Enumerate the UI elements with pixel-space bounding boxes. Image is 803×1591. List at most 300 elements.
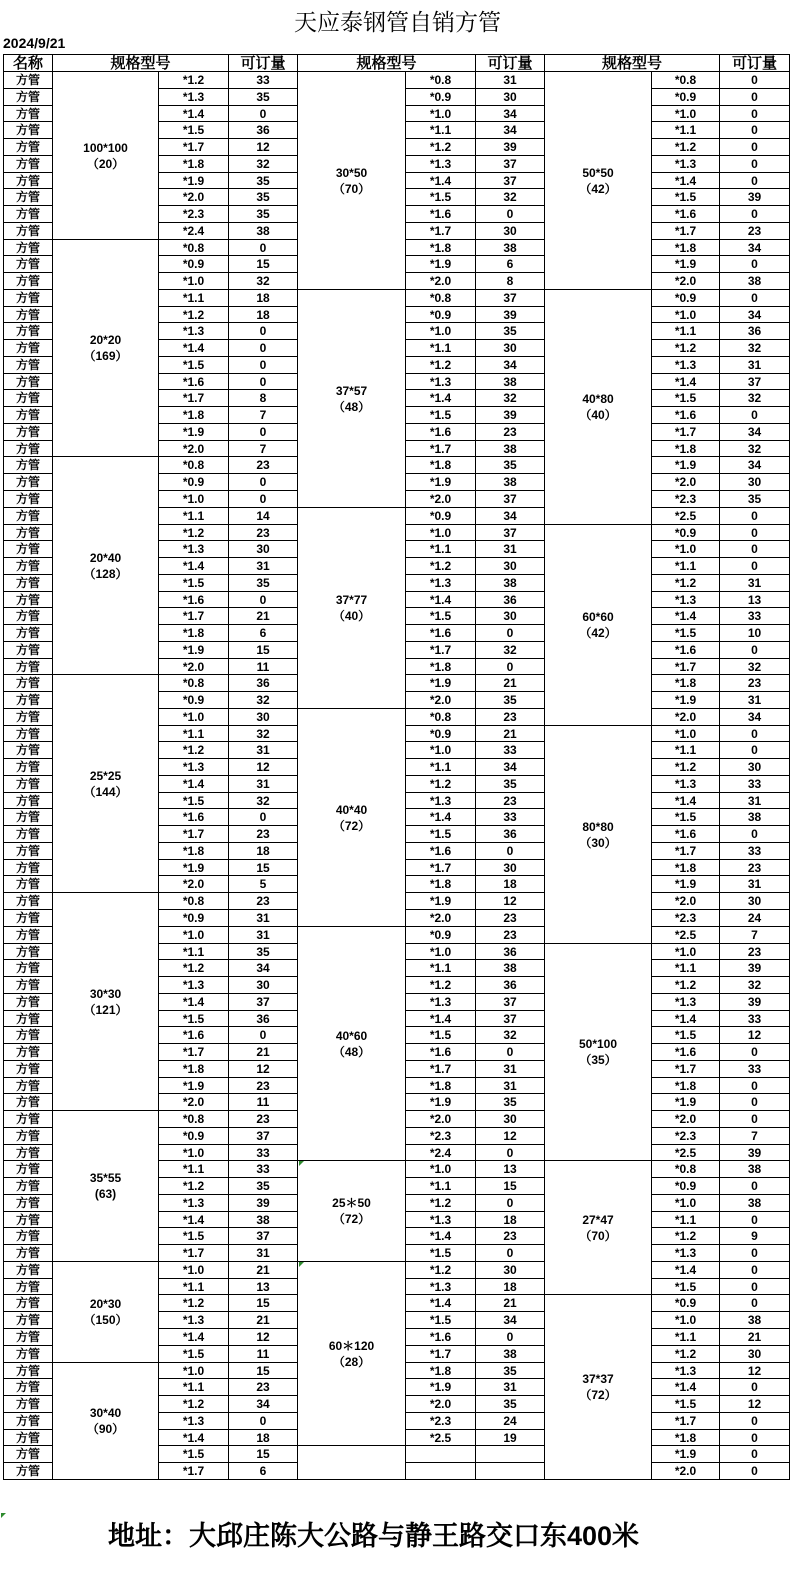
product-name-cell: 方管 (3, 759, 53, 776)
quantity-cell: 36 (229, 675, 298, 692)
quantity-cell: 32 (229, 692, 298, 709)
thickness-cell: *0.8 (159, 1111, 229, 1128)
product-name-cell: 方管 (3, 659, 53, 675)
thickness-cell: *1.4 (652, 374, 720, 390)
quantity-cell: 35 (476, 1094, 545, 1111)
report-date: 2024/9/21 (3, 35, 66, 51)
page-title: 天应泰钢管自销方管 (294, 10, 501, 36)
quantity-cell: 33 (720, 776, 790, 793)
thickness-cell: *1.5 (406, 608, 476, 625)
thickness-cell: *0.8 (159, 893, 229, 910)
quantity-cell: 31 (229, 558, 298, 575)
quantity-cell: 21 (476, 726, 545, 742)
quantity-cell: 15 (229, 1363, 298, 1379)
thickness-cell: *2.0 (652, 709, 720, 726)
product-name-cell: 方管 (3, 72, 53, 89)
thickness-cell: *1.1 (652, 323, 720, 340)
thickness-cell: *1.4 (159, 1430, 229, 1446)
error-indicator-icon (299, 1262, 304, 1267)
thickness-cell: *1.8 (406, 659, 476, 675)
thickness-cell: *1.2 (159, 1178, 229, 1195)
quantity-cell: 32 (476, 1027, 545, 1044)
spec-cell (298, 927, 406, 1161)
quantity-cell: 0 (229, 1413, 298, 1430)
product-name-cell: 方管 (3, 1463, 53, 1480)
product-name-cell: 方管 (3, 1212, 53, 1228)
spec-total: （169） (83, 349, 128, 363)
product-name-cell: 方管 (3, 742, 53, 759)
quantity-cell: 35 (720, 491, 790, 508)
thickness-cell: *0.8 (406, 290, 476, 307)
quantity-cell: 33 (720, 1061, 790, 1078)
thickness-cell: *0.9 (159, 692, 229, 709)
thickness-cell: *1.4 (406, 173, 476, 189)
quantity-cell: 37 (476, 994, 545, 1011)
quantity-cell: 21 (476, 675, 545, 692)
spec-size: 40*80 (582, 392, 614, 406)
thickness-cell: *1.0 (406, 1161, 476, 1178)
thickness-cell: *1.2 (406, 1195, 476, 1212)
quantity-cell: 33 (720, 1011, 790, 1027)
spec-total: （70） (332, 181, 371, 196)
quantity-cell: 38 (476, 575, 545, 592)
quantity-cell: 0 (229, 424, 298, 441)
thickness-cell: *1.5 (652, 1396, 720, 1413)
product-name-cell: 方管 (3, 1329, 53, 1346)
thickness-cell: *1.4 (406, 1011, 476, 1027)
thickness-cell: *0.9 (652, 1295, 720, 1312)
quantity-cell: 9 (720, 1228, 790, 1245)
thickness-cell: *1.0 (159, 1145, 229, 1161)
thickness-cell: *1.7 (652, 223, 720, 240)
product-name-cell: 方管 (3, 390, 53, 407)
product-name-cell: 方管 (3, 106, 53, 122)
thickness-cell: *1.2 (159, 525, 229, 541)
quantity-cell: 37 (229, 994, 298, 1011)
product-name-cell: 方管 (3, 273, 53, 290)
thickness-cell: *1.6 (406, 843, 476, 860)
spec-size: 80*80 (582, 819, 614, 834)
thickness-cell: *2.3 (159, 206, 229, 223)
quantity-cell: 30 (229, 709, 298, 726)
product-name-cell: 方管 (3, 1363, 53, 1379)
quantity-cell: 0 (720, 139, 790, 156)
quantity-cell: 12 (720, 1396, 790, 1413)
quantity-cell: 21 (229, 1044, 298, 1061)
thickness-cell: *1.3 (406, 575, 476, 592)
quantity-cell: 24 (720, 910, 790, 927)
quantity-cell: 13 (720, 592, 790, 608)
quantity-cell: 31 (229, 1245, 298, 1262)
thickness-cell: *1.6 (406, 1044, 476, 1061)
thickness-cell: *1.0 (652, 106, 720, 122)
header-spec: 规格型号 (545, 54, 720, 72)
thickness-cell: *1.9 (652, 256, 720, 273)
quantity-cell: 30 (720, 893, 790, 910)
quantity-cell: 38 (476, 1346, 545, 1363)
thickness-cell: *1.3 (406, 1212, 476, 1228)
quantity-cell: 0 (720, 1111, 790, 1128)
quantity-cell: 21 (229, 1312, 298, 1329)
quantity-cell: 15 (476, 1178, 545, 1195)
quantity-cell: 23 (229, 1379, 298, 1396)
quantity-cell: 23 (229, 525, 298, 541)
quantity-cell: 30 (476, 223, 545, 240)
spec-total: （28） (332, 1354, 371, 1369)
quantity-cell: 33 (229, 1161, 298, 1178)
thickness-cell: *1.1 (406, 1178, 476, 1195)
quantity-cell: 23 (229, 893, 298, 910)
thickness-cell: *1.7 (406, 1061, 476, 1078)
quantity-cell: 0 (229, 374, 298, 390)
thickness-cell: *1.7 (406, 441, 476, 457)
thickness-cell: *1.7 (159, 139, 229, 156)
quantity-cell: 15 (229, 1295, 298, 1312)
quantity-cell: 24 (476, 1413, 545, 1430)
thickness-cell: *2.0 (159, 1094, 229, 1111)
thickness-cell: *1.1 (159, 944, 229, 960)
thickness-cell: *1.2 (652, 340, 720, 357)
thickness-cell: *1.6 (159, 1027, 229, 1044)
thickness-cell: *1.8 (652, 1430, 720, 1446)
product-name-cell: 方管 (3, 860, 53, 876)
quantity-cell: 38 (476, 374, 545, 390)
quantity-cell: 30 (229, 977, 298, 994)
header-qty: 可订量 (720, 54, 790, 72)
quantity-cell: 8 (229, 390, 298, 407)
product-name-cell: 方管 (3, 1027, 53, 1044)
product-name-cell: 方管 (3, 1195, 53, 1212)
thickness-cell: *0.8 (159, 240, 229, 256)
product-name-cell: 方管 (3, 189, 53, 206)
thickness-cell: *1.2 (406, 977, 476, 994)
thickness-cell: *1.3 (159, 759, 229, 776)
thickness-cell: *1.0 (652, 1312, 720, 1329)
product-name-cell: 方管 (3, 307, 53, 323)
product-name-cell: 方管 (3, 290, 53, 307)
thickness-cell: *1.2 (652, 1346, 720, 1363)
product-name-cell: 方管 (3, 558, 53, 575)
thickness-cell: *1.7 (406, 1346, 476, 1363)
quantity-cell: 38 (229, 223, 298, 240)
spec-total: （72） (332, 1212, 371, 1226)
product-name-cell: 方管 (3, 525, 53, 541)
spec-size: 30*30 (89, 986, 122, 1001)
thickness-cell: *1.3 (159, 1312, 229, 1329)
quantity-cell: 34 (476, 106, 545, 122)
thickness-cell: *1.4 (406, 1228, 476, 1245)
thickness-cell: *1.3 (652, 357, 720, 374)
quantity-cell: 38 (229, 1212, 298, 1228)
quantity-cell: 31 (720, 357, 790, 374)
thickness-cell: *1.3 (652, 994, 720, 1011)
thickness-cell: *0.9 (406, 508, 476, 525)
quantity-cell: 35 (229, 944, 298, 960)
thickness-cell: *1.2 (159, 1295, 229, 1312)
product-name-cell: 方管 (3, 776, 53, 793)
quantity-cell: 38 (476, 240, 545, 256)
thickness-cell: *1.4 (406, 592, 476, 608)
thickness-cell: *1.5 (406, 1027, 476, 1044)
quantity-cell: 34 (476, 508, 545, 525)
quantity-cell: 18 (229, 307, 298, 323)
thickness-cell: *2.0 (406, 910, 476, 927)
spec-cell (298, 1161, 406, 1262)
quantity-cell: 0 (229, 240, 298, 256)
quantity-cell (476, 1463, 545, 1480)
quantity-cell: 0 (476, 1245, 545, 1262)
quantity-cell: 35 (476, 776, 545, 793)
quantity-cell: 0 (720, 89, 790, 106)
quantity-cell: 5 (229, 876, 298, 893)
spec-size: 60*60 (582, 610, 614, 624)
quantity-cell: 0 (229, 491, 298, 508)
product-name-cell: 方管 (3, 826, 53, 843)
thickness-cell: *2.0 (159, 441, 229, 457)
thickness-cell: *2.0 (652, 1111, 720, 1128)
thickness-cell (406, 1446, 476, 1463)
thickness-cell: *1.1 (406, 541, 476, 558)
thickness-cell: *1.3 (406, 374, 476, 390)
spec-cell (298, 72, 406, 290)
product-name-cell: 方管 (3, 1430, 53, 1446)
product-name-cell: 方管 (3, 960, 53, 977)
quantity-cell: 30 (476, 558, 545, 575)
quantity-cell: 7 (720, 927, 790, 944)
quantity-cell: 0 (720, 1044, 790, 1061)
quantity-cell: 37 (476, 525, 545, 541)
spec-cell (53, 1262, 159, 1363)
product-name-cell: 方管 (3, 592, 53, 608)
quantity-cell: 36 (229, 1011, 298, 1027)
header-name: 名称 (3, 54, 53, 72)
quantity-cell: 31 (476, 1379, 545, 1396)
product-name-cell: 方管 (3, 994, 53, 1011)
thickness-cell: *1.6 (652, 642, 720, 659)
product-name-cell: 方管 (3, 910, 53, 927)
thickness-cell: *1.2 (652, 1228, 720, 1245)
quantity-cell: 31 (229, 742, 298, 759)
thickness-cell: *1.9 (652, 692, 720, 709)
quantity-cell: 8 (476, 273, 545, 290)
spec-total: （42） (579, 181, 617, 196)
thickness-cell: *1.2 (652, 759, 720, 776)
quantity-cell: 21 (229, 608, 298, 625)
thickness-cell: *1.4 (159, 1212, 229, 1228)
quantity-cell: 12 (476, 1128, 545, 1145)
quantity-cell: 38 (720, 273, 790, 290)
thickness-cell: *1.4 (652, 1262, 720, 1279)
thickness-cell: *2.0 (652, 273, 720, 290)
product-name-cell: 方管 (3, 709, 53, 726)
thickness-cell: *1.3 (406, 1279, 476, 1295)
quantity-cell: 0 (720, 1413, 790, 1430)
thickness-cell: *1.3 (159, 1195, 229, 1212)
quantity-cell: 12 (229, 759, 298, 776)
thickness-cell: *1.9 (652, 876, 720, 893)
product-name-cell: 方管 (3, 893, 53, 910)
quantity-cell: 0 (476, 1044, 545, 1061)
quantity-cell: 0 (720, 1279, 790, 1295)
quantity-cell: 32 (229, 726, 298, 742)
thickness-cell: *1.8 (159, 156, 229, 173)
quantity-cell: 23 (476, 709, 545, 726)
quantity-cell: 31 (229, 776, 298, 793)
thickness-cell: *1.3 (159, 323, 229, 340)
quantity-cell: 7 (229, 441, 298, 457)
thickness-cell: *1.3 (652, 1245, 720, 1262)
spec-size: 37*37 (582, 1372, 614, 1386)
thickness-cell: *2.0 (406, 692, 476, 709)
thickness-cell: *1.3 (652, 156, 720, 173)
spec-size: 20*20 (89, 333, 122, 347)
thickness-cell: *1.4 (406, 809, 476, 826)
thickness-cell: *1.7 (159, 1463, 229, 1480)
thickness-cell: *1.4 (652, 793, 720, 809)
thickness-cell: *1.4 (406, 1295, 476, 1312)
quantity-cell (476, 1446, 545, 1463)
thickness-cell: *2.5 (652, 927, 720, 944)
thickness-cell: *1.5 (159, 1346, 229, 1363)
product-name-cell: 方管 (3, 457, 53, 474)
thickness-cell: *2.0 (159, 659, 229, 675)
spec-size: 20*30 (89, 1297, 122, 1311)
quantity-cell: 13 (229, 1279, 298, 1295)
product-name-cell: 方管 (3, 726, 53, 742)
quantity-cell: 23 (720, 860, 790, 876)
product-name-cell: 方管 (3, 206, 53, 223)
thickness-cell: *0.9 (159, 256, 229, 273)
quantity-cell: 34 (476, 122, 545, 139)
product-name-cell: 方管 (3, 491, 53, 508)
spec-cell (53, 240, 159, 457)
quantity-cell: 0 (720, 525, 790, 541)
thickness-cell: *2.5 (406, 1430, 476, 1446)
thickness-cell: *1.2 (159, 1396, 229, 1413)
thickness-cell: *1.3 (406, 994, 476, 1011)
product-name-cell: 方管 (3, 1111, 53, 1128)
quantity-cell: 35 (476, 1396, 545, 1413)
thickness-cell: *1.5 (159, 1011, 229, 1027)
thickness-cell: *1.7 (652, 1413, 720, 1430)
quantity-cell: 35 (476, 692, 545, 709)
spec-total: （70） (579, 1228, 617, 1243)
quantity-cell: 31 (476, 1078, 545, 1094)
product-name-cell: 方管 (3, 944, 53, 960)
product-name-cell: 方管 (3, 977, 53, 994)
spec-cell (53, 457, 159, 675)
quantity-cell: 0 (720, 541, 790, 558)
quantity-cell: 15 (229, 642, 298, 659)
spec-size: 25*25 (89, 768, 122, 783)
quantity-cell: 30 (720, 474, 790, 491)
thickness-cell: *1.1 (159, 290, 229, 307)
quantity-cell: 36 (476, 944, 545, 960)
thickness-cell: *1.2 (159, 742, 229, 759)
thickness-cell: *1.3 (652, 1363, 720, 1379)
thickness-cell: *1.4 (159, 340, 229, 357)
thickness-cell: *1.1 (406, 340, 476, 357)
quantity-cell: 30 (476, 89, 545, 106)
quantity-cell: 18 (229, 290, 298, 307)
spec-cell (545, 525, 652, 726)
thickness-cell: *1.7 (652, 843, 720, 860)
quantity-cell: 34 (720, 240, 790, 256)
thickness-cell: *1.7 (652, 1061, 720, 1078)
thickness-cell: *1.6 (406, 424, 476, 441)
quantity-cell: 21 (720, 1329, 790, 1346)
thickness-cell: *1.8 (652, 860, 720, 876)
address-footer: 地址：大邱庄陈大公路与静王路交口东400米 (108, 1521, 640, 1551)
thickness-cell: *2.3 (406, 1413, 476, 1430)
thickness-cell: *1.6 (652, 206, 720, 223)
product-name-cell: 方管 (3, 1161, 53, 1178)
quantity-cell: 23 (720, 675, 790, 692)
quantity-cell: 0 (720, 290, 790, 307)
spec-total: （144） (83, 784, 128, 799)
product-name-cell: 方管 (3, 424, 53, 441)
thickness-cell: *1.9 (652, 1446, 720, 1463)
thickness-cell: *1.5 (652, 1027, 720, 1044)
thickness-cell: *2.0 (652, 893, 720, 910)
quantity-cell: 23 (476, 424, 545, 441)
thickness-cell: *1.0 (406, 323, 476, 340)
quantity-cell: 32 (720, 390, 790, 407)
thickness-cell: *1.9 (406, 1094, 476, 1111)
spec-cell (545, 944, 652, 1161)
quantity-cell: 33 (229, 72, 298, 89)
thickness-cell: *1.7 (652, 424, 720, 441)
quantity-cell: 0 (229, 809, 298, 826)
quantity-cell: 37 (476, 173, 545, 189)
thickness-cell: *2.3 (406, 1128, 476, 1145)
thickness-cell: *2.0 (406, 273, 476, 290)
thickness-cell: *0.9 (652, 1178, 720, 1195)
thickness-cell: *0.9 (159, 474, 229, 491)
product-name-cell: 方管 (3, 1346, 53, 1363)
quantity-cell: 6 (229, 625, 298, 642)
quantity-cell: 37 (229, 1228, 298, 1245)
quantity-cell: 39 (476, 139, 545, 156)
spec-size: 40*60 (335, 1028, 368, 1043)
quantity-cell: 0 (720, 1094, 790, 1111)
quantity-cell: 0 (720, 1295, 790, 1312)
quantity-cell: 0 (720, 173, 790, 189)
quantity-cell: 0 (720, 1262, 790, 1279)
quantity-cell: 31 (476, 541, 545, 558)
quantity-cell: 39 (720, 189, 790, 206)
thickness-cell: *0.9 (406, 307, 476, 323)
quantity-cell: 30 (476, 340, 545, 357)
thickness-cell: *1.0 (652, 726, 720, 742)
thickness-cell: *1.5 (159, 1446, 229, 1463)
quantity-cell: 0 (229, 357, 298, 374)
quantity-cell: 33 (476, 809, 545, 826)
thickness-cell: *1.1 (406, 122, 476, 139)
spec-size: 37*57 (335, 383, 368, 398)
thickness-cell: *1.0 (159, 709, 229, 726)
thickness-cell: *1.5 (159, 793, 229, 809)
thickness-cell: *2.0 (652, 474, 720, 491)
quantity-cell: 30 (476, 860, 545, 876)
quantity-cell: 7 (720, 1128, 790, 1145)
quantity-cell: 0 (229, 474, 298, 491)
thickness-cell: *1.4 (406, 390, 476, 407)
spec-cell (298, 1262, 406, 1446)
quantity-cell: 11 (229, 659, 298, 675)
thickness-cell: *1.6 (652, 1044, 720, 1061)
thickness-cell: *1.7 (406, 860, 476, 876)
